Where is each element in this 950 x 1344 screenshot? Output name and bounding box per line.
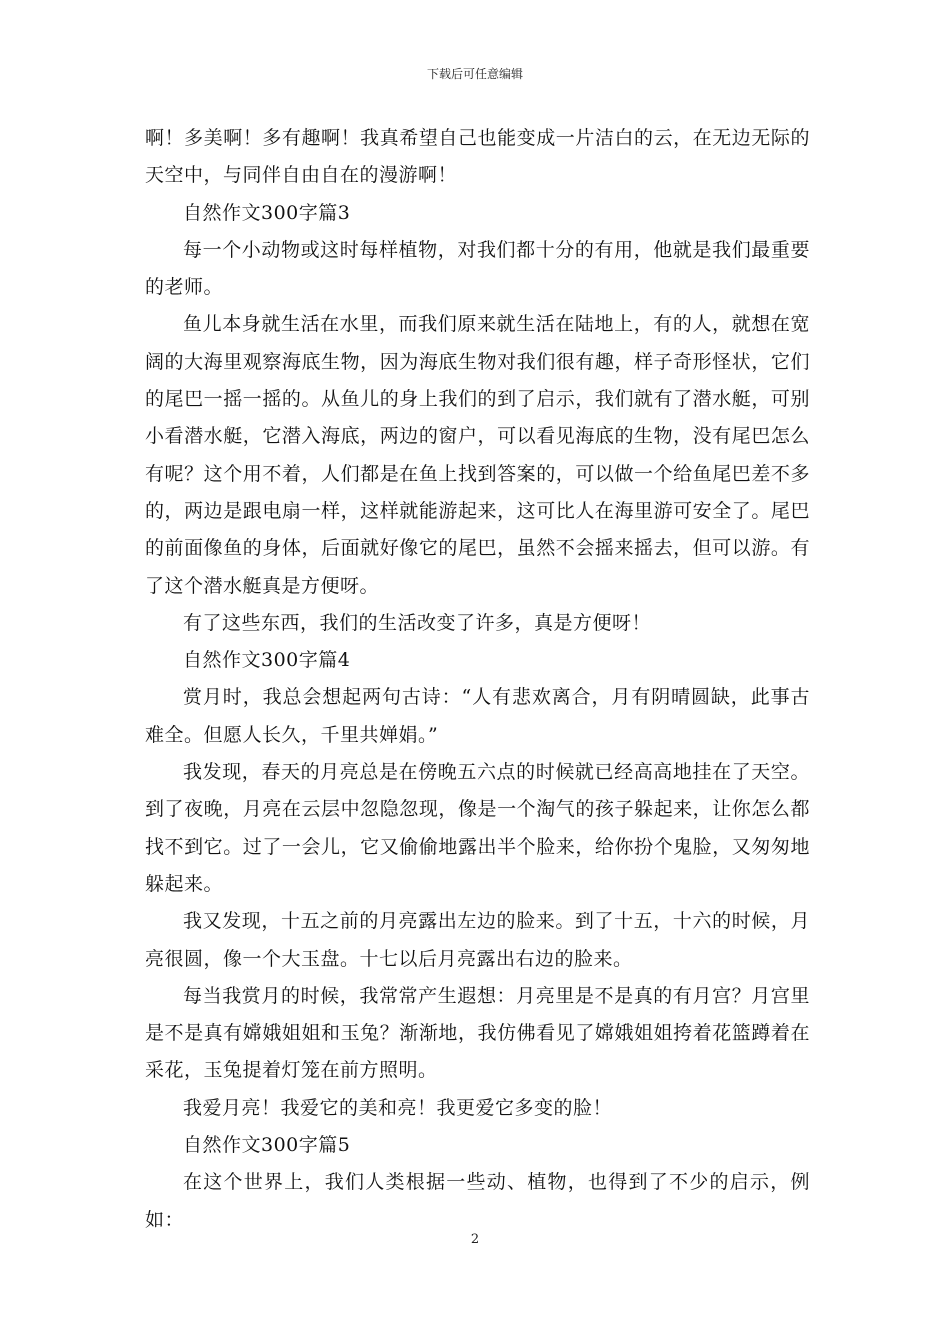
section-heading: 自然作文300字篇5: [183, 1134, 351, 1157]
paragraph: 我发现，春天的月亮总是在傍晚五六点的时候就已经高高地挂在了天空。到了夜晚，月亮在云层中忽隐忽现，像是一个淘气的孩子躲起来，让你怎么都找不到它。过了一会儿，它又偷偷地露出半个脸来，给你扮个鬼脸，又匆匆地躲起来。: [145, 761, 810, 895]
paragraph: 有了这些东西，我们的生活改变了许多，真是方便呀！: [183, 611, 652, 634]
paragraph: 每当我赏月的时候，我常常产生遐想：月亮里是不是真的有月宫？月宫里是不是真有嫦娥姐姐和玉兔？渐渐地，我仿佛看见了嫦娥姐姐挎着花篮蹲着在采花，玉兔提着灯笼在前方照明。: [145, 984, 810, 1082]
paragraph: 每一个小动物或这时每样植物，对我们都十分的有用，他就是我们最重要的老师。: [145, 238, 810, 299]
page-number: 2: [470, 1232, 480, 1247]
paragraph: 我又发现，十五之前的月亮露出左边的脸来。到了十五，十六的时候，月亮很圆，像一个大玉盘。十七以后月亮露出右边的脸来。: [145, 910, 810, 970]
paragraph: 我爱月亮！我爱它的美和亮！我更爱它多变的脸！: [183, 1096, 613, 1119]
paragraph: 鱼儿本身就生活在水里，而我们原来就生活在陆地上，有的人，就想在宽阔的大海里观察海底生物，因为海底生物对我们很有趣，样子奇形怪状，它们的尾巴一摇一摇的。从鱼儿的身上我们的到了启示，我们就有了潜水艇，可别小看潜水艇，它潜入海底，两边的窗户，可以看见海底的生物，没有尾巴怎么有呢？这个用不着，人们都是在鱼上找到答案的，可以做一个给鱼尾巴差不多的，两边是跟电扇一样，这样就能游起来，这可比人在海里游可安全了。尾巴的前面像鱼的身体，后面就好像它的尾巴，虽然不会摇来摇去，但可以游。有了这个潜水艇真是方便呀。: [145, 313, 810, 597]
paragraph: 赏月时，我总会想起两句古诗：“人有悲欢离合，月有阴晴圆缺，此事古难全。但愿人长久，千里共婵娟。”: [145, 686, 810, 746]
document-body: [145, 120, 810, 1239]
paragraph: 啊！多美啊！多有趣啊！我真希望自己也能变成一片洁白的云，在无边无际的天空中，与同伴自由自在的漫游啊！: [145, 127, 810, 187]
section-heading: 自然作文300字篇3: [183, 201, 351, 224]
section-heading: 自然作文300字篇4: [183, 649, 351, 672]
paragraph: 在这个世界上，我们人类根据一些动、植物，也得到了不少的启示，例如：: [145, 1171, 810, 1231]
page-header: 下载后可任意编辑: [426, 67, 523, 81]
